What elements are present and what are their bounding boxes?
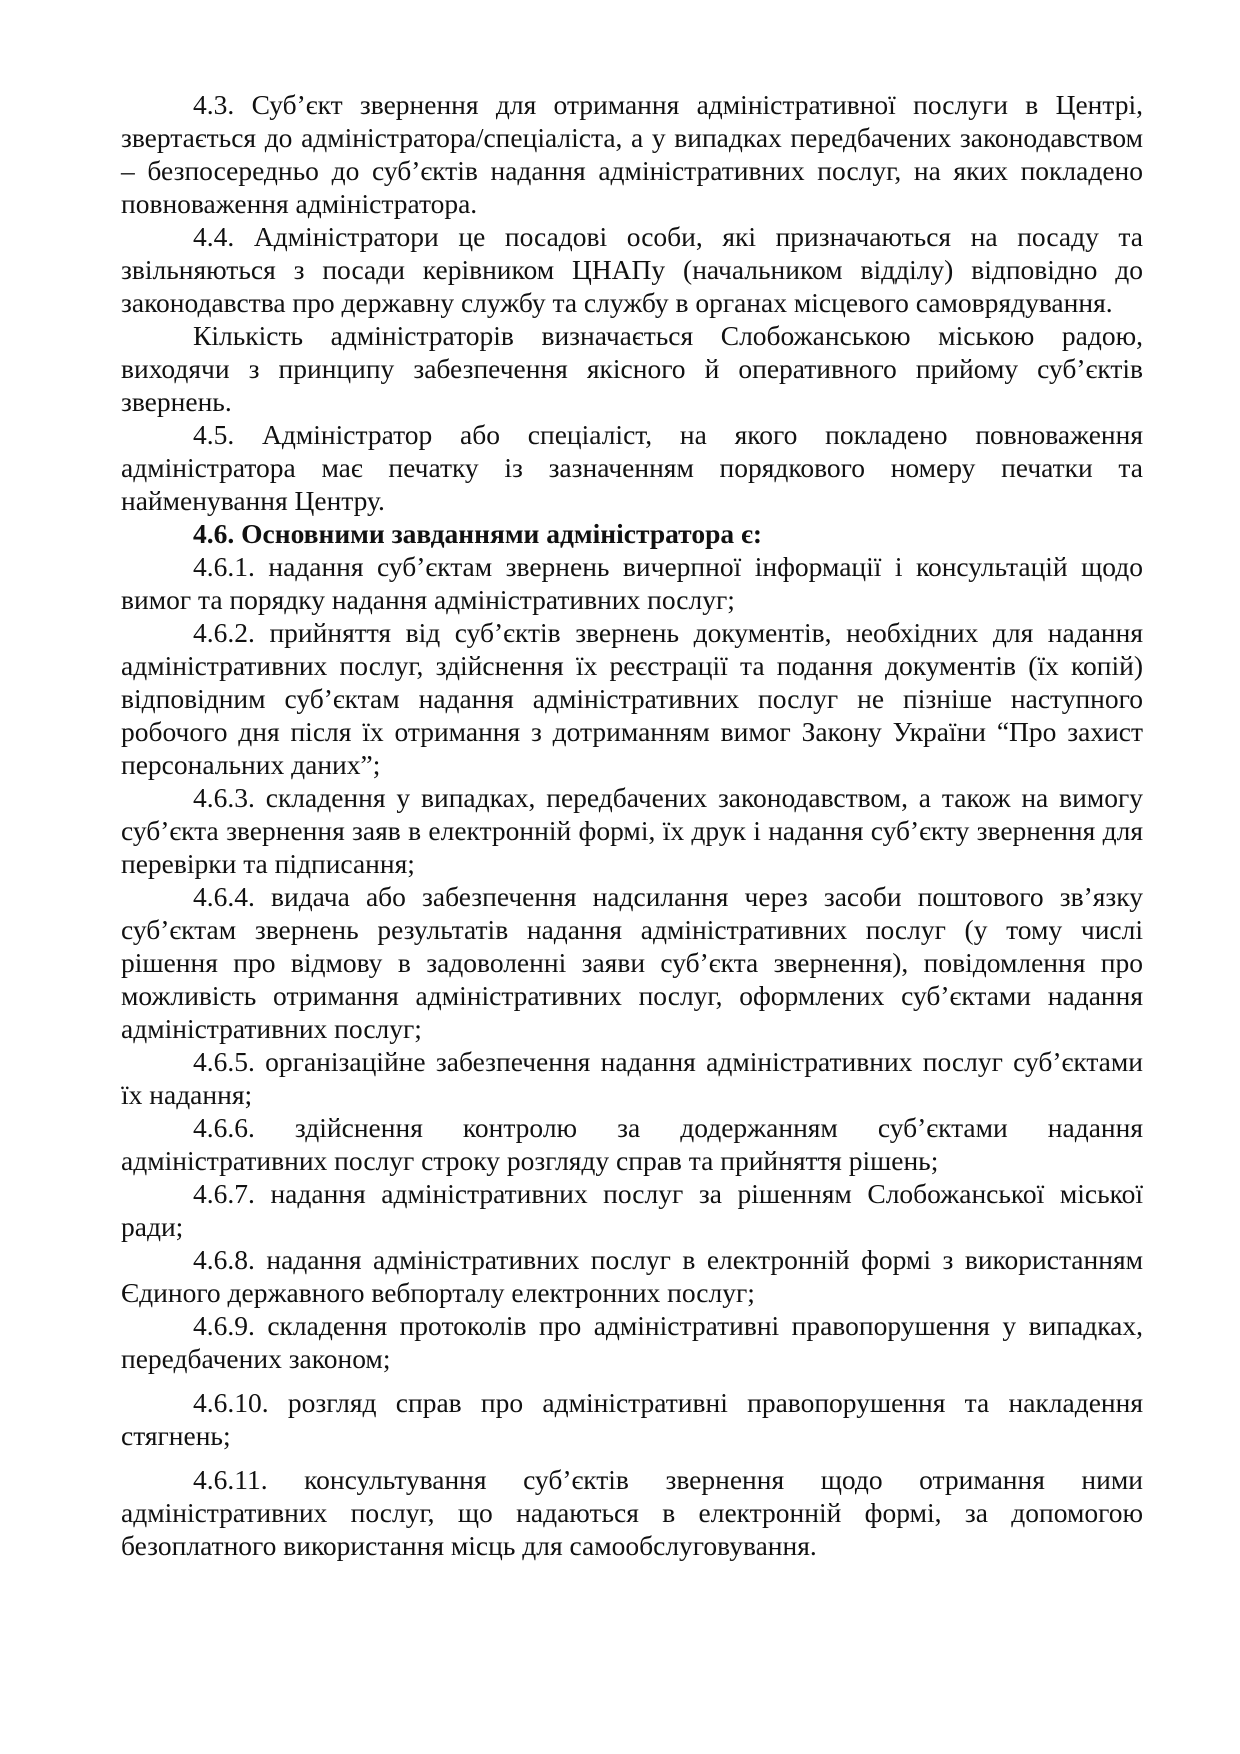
paragraph-4-3: 4.3. Суб’єкт звернення для отримання адміністративної послуги в Центрі, звертається до адміністратора/спеціаліста, а у випадках передбачених законодавством – безпосередньо до суб’єктів надання адміністративних послуг, на яких покладено повноваження адміністратора.: [121, 89, 1143, 219]
paragraph-4-6-2: 4.6.2. прийняття від суб’єктів звернень документів, необхідних для надання адміністративних послуг, здійснення їх реєстрації та подання документів (їх копій) відповідним суб’єктам надання адміністративних послуг не пізніше наступного робочого дня після їх отримання з дотриманням вимог Закону України “Про захист персональних даних”;: [121, 617, 1143, 780]
paragraph-4-6-9: 4.6.9. складення протоколів про адміністративні правопорушення у випадках, передбачених законом;: [121, 1310, 1143, 1374]
paragraph-4-6-11: 4.6.11. консультування суб’єктів звернення щодо отримання ними адміністративних послуг, що надаються в електронній формі, за допомогою безоплатного використання місць для самообслуговування.: [121, 1464, 1143, 1561]
section-heading-4-6: 4.6. Основними завданнями адміністратора є:: [193, 518, 763, 549]
paragraph-4-6-10: 4.6.10. розгляд справ про адміністративні правопорушення та накладення стягнень;: [121, 1387, 1143, 1451]
document-page: [121, 88, 1143, 1562]
paragraph-4-6-6: 4.6.6. здійснення контролю за додержанням суб’єктами надання адміністративних послуг строку розгляду справ та прийняття рішень;: [121, 1112, 1143, 1176]
paragraph-4-4: 4.4. Адміністратори це посадові особи, які призначаються на посаду та звільняються з посади керівником ЦНАПу (начальником відділу) відповідно до законодавства про державну службу та службу в органах місцевого самоврядування.: [121, 221, 1143, 318]
paragraph-4-6-1: 4.6.1. надання суб’єктам звернень вичерпної інформації і консультацій щодо вимог та порядку надання адміністративних послуг;: [121, 551, 1143, 615]
paragraph-4-6-4: 4.6.4. видача або забезпечення надсилання через засоби поштового зв’язку суб’єктам звернень результатів надання адміністративних послуг (у тому числі рішення про відмову в задоволенні заяви суб’єкта звернення), повідомлення про можливість отримання адміністративних послуг, оформлених суб’єктами надання адміністративних послуг;: [121, 881, 1143, 1044]
paragraph-4-4-administrators-count: Кількість адміністраторів визначається Слобожанською міською радою, виходячи з принципу забезпечення якісного й оперативного прийому суб’єктів звернень.: [121, 320, 1143, 417]
paragraph-4-6-8: 4.6.8. надання адміністративних послуг в електронній формі з використанням Єдиного державного вебпорталу електронних послуг;: [121, 1244, 1143, 1308]
paragraph-4-6-5: 4.6.5. організаційне забезпечення надання адміністративних послуг суб’єктами їх надання;: [121, 1046, 1143, 1110]
paragraph-4-6-3: 4.6.3. складення у випадках, передбачених законодавством, а також на вимогу суб’єкта звернення заяв в електронній формі, їх друк і надання суб’єкту звернення для перевірки та підписання;: [121, 782, 1143, 879]
paragraph-4-5: 4.5. Адміністратор або спеціаліст, на якого покладено повноваження адміністратора має печатку із зазначенням порядкового номеру печатки та найменування Центру.: [121, 419, 1143, 516]
paragraph-4-6-7: 4.6.7. надання адміністративних послуг за рішенням Слобожанської міської ради;: [121, 1178, 1143, 1242]
